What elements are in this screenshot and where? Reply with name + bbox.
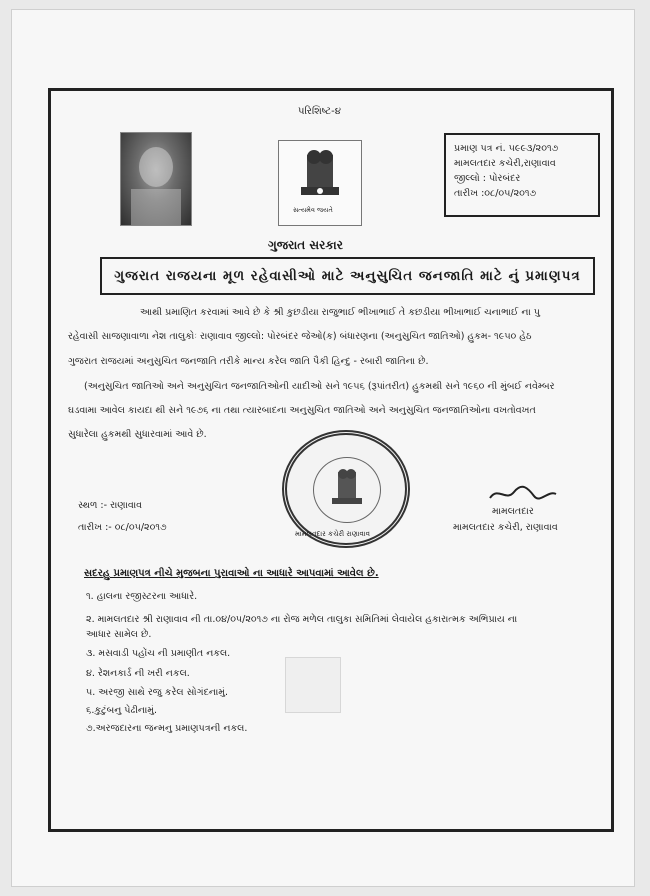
evidence-item: આધાર સામેલ છે. [86, 629, 152, 640]
evidence-item: ૬.કુટુંબનુ પેઢીનામું. [86, 705, 158, 716]
evidence-item: ૫. અરજી સાથે રજુ કરેલ સોગંદનામું. [86, 687, 229, 698]
certificate-number-box [444, 133, 600, 217]
appendix-label: પરિશિષ્ટ-૪ [298, 106, 341, 117]
evidence-item: ૪. રેશનકાર્ડ ની ખરી નકલ. [86, 668, 190, 679]
body-line-5: ઘડવામા આવેલ કાયદા થી સને ૧૯૭૬ ના તથા ત્યારબાદના અનુસુચિત જાતિઓ અને અનુસુચિત જનજાતિઓના વખતોવખત [68, 405, 536, 416]
place-label: સ્થળ :- રાણાવાવ [78, 500, 143, 511]
certificate-number: પ્રમાણ પત્ર નં. ૫૯૯૩/૨૦૧૭ [454, 143, 559, 154]
body-line-2: રહેવાસી સાજણાવાળા નેશ તાલુકોઃ રાણાવાવ જીલ્લો: પોરબંદર જેઓ(ક) બંધારણના (અનુસુચિત જાતિઓ) હુકમ- ૧૯૫૦ હેઠ [68, 331, 532, 342]
certificate-title-box [100, 257, 595, 295]
certificate-title: ગુજરાત રાજયના મૂળ રહેવાસીઓ માટે અનુસુચિત જનજાતિ માટે નું પ્રમાણપત્ર [114, 268, 581, 284]
evidence-item: ૭.અરજદારના જન્મનુ પ્રમાણપત્રની નકલ. [86, 723, 248, 734]
signatory-title: મામલતદાર [492, 506, 534, 517]
body-line-6: સુધારેલા હુકમથી સુધારવામાં આવે છે. [68, 429, 207, 440]
evidence-item: ૧. હાલના રજીસ્ટરના આધારે. [86, 591, 198, 602]
office-seal [282, 430, 410, 548]
body-line-4: (અનુસુચિત જાતિઓ અને અનુસુચિત જનજાતિઓની યાદીઓ સને ૧૯૫૬ (રૂપાંતરીત) હુકમથી સને ૧૯૬૦ ની મુંબઈ નવેમ્બર [84, 381, 555, 392]
signatory-office: મામલતદાર કચેરી, રાણાવાવ [453, 522, 558, 533]
evidence-item: ૩. મસવાડી પહોંચ ની પ્રમાણીત નકલ. [86, 648, 231, 659]
date-label: તારીખ :- ૦૮/૦૫/૨૦૧૭ [78, 522, 167, 533]
seal-emblem [313, 457, 381, 523]
district: જીલ્લો : પોરબંદર [454, 173, 521, 184]
body-line-3: ગુજરાત રાજયમાં અનુસુચિત જનજાતિ તરીકે માન્ય કરેલ જાતિ પૈકી હિન્દુ - રબારી જાતિના છે. [68, 356, 429, 367]
signature-image [488, 484, 558, 504]
applicant-photo [120, 132, 192, 226]
issuing-office: મામલતદાર કચેરી,રાણાવાવ [454, 158, 556, 169]
state-emblem [278, 140, 362, 226]
evidence-item: ૨. મામલતદાર શ્રી રાણાવાવ ની તા.૦૪/૦૫/૨૦૧૭ ના રોજ મળેલ તાલુકા સમિતિમાં લેવાયેલ હકારાત્મક અભિપ્રાય ના [86, 614, 518, 625]
seal-lion-icon [314, 458, 380, 522]
body-line-1: આથી પ્રમાણિત કરવામાં આવે છે કે શ્રી કુછડીયા રાજુભાઈ ભીખાભાઈ તે કછડીયા ભીખાભાઈ ચનાભાઈ ના પુ [140, 307, 540, 318]
issue-date: તારીખ :૦૮/૦૫/૨૦૧૭ [454, 188, 537, 199]
emblem-motto: સત્યમેવ જયતે [293, 206, 333, 214]
seal-text: મામલતદાર કચેરી રાણાવાવ [295, 530, 370, 538]
government-name: ગુજરાત સરકાર [268, 238, 343, 252]
evidence-heading: સદરહુ પ્રમાણપત્ર નીચે મુજબના પુરાવાઓ ના આધારે આપવામાં આવેલ છે. [84, 568, 379, 579]
